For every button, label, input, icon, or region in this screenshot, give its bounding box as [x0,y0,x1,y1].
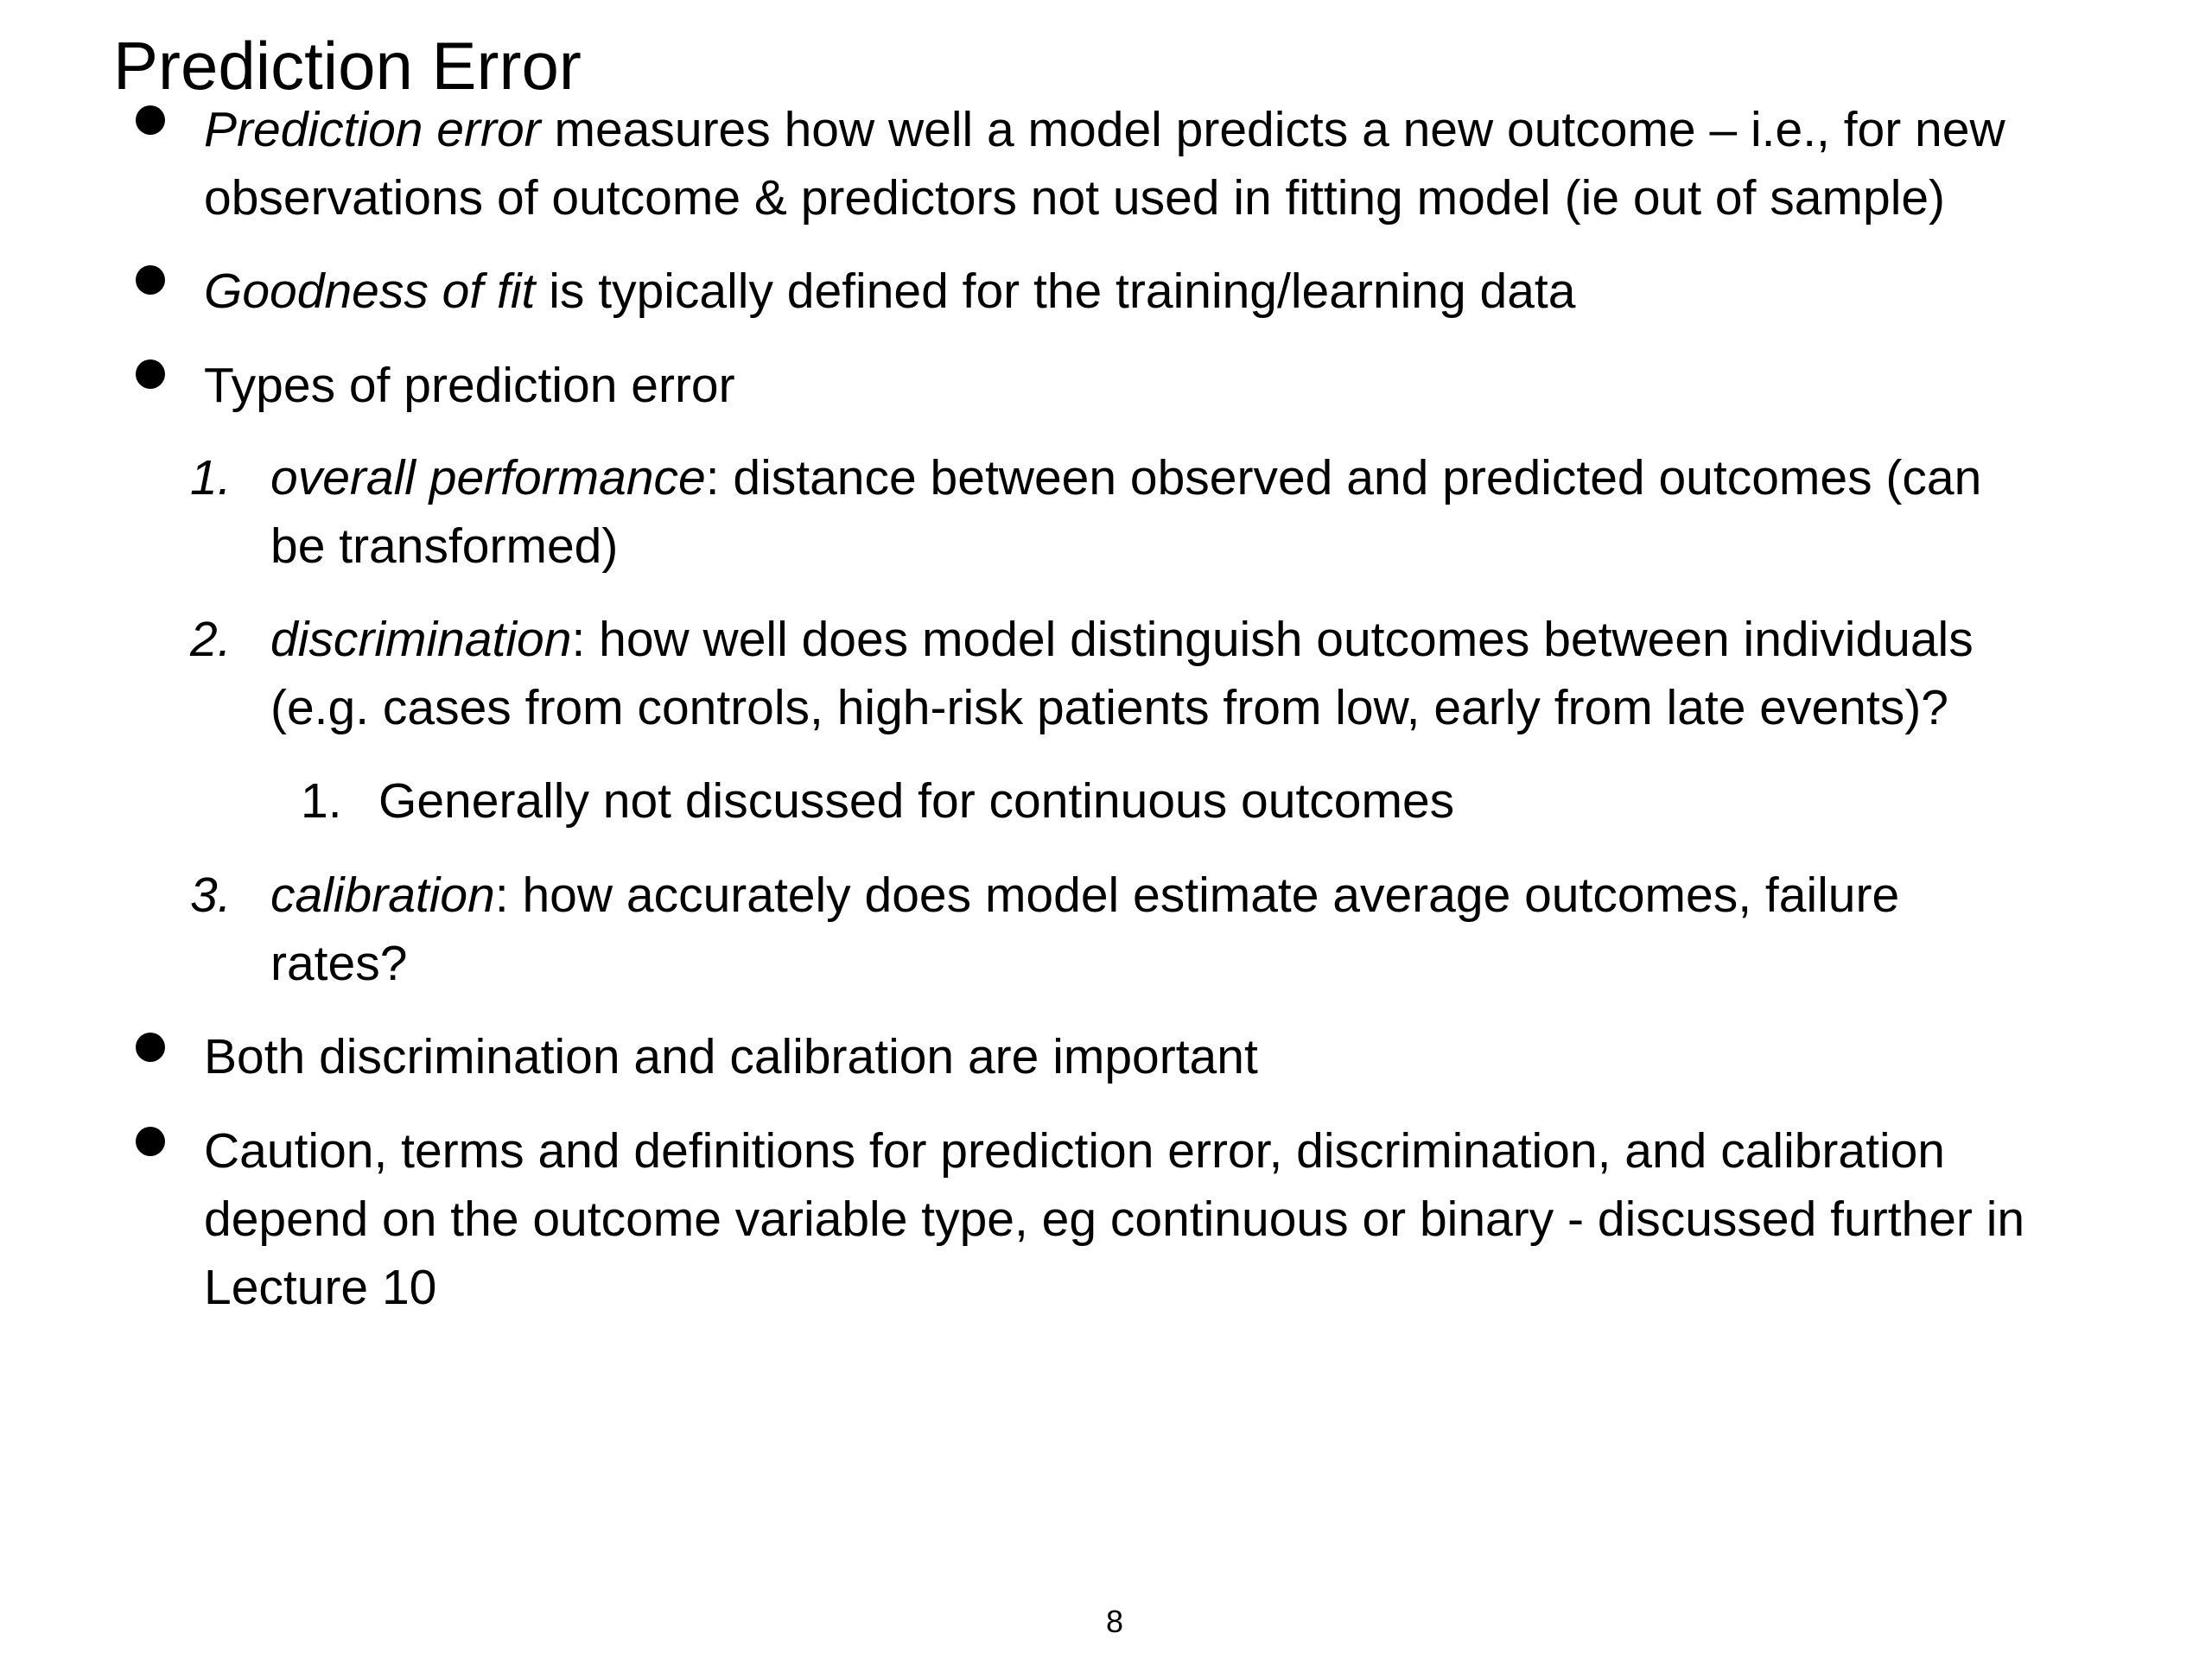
numbered-item-calibration [270,861,1899,930]
bullet-dot [136,1127,165,1156]
bullet-dot [136,265,165,295]
list-number: 2. [190,612,232,667]
numbered-text-continuation: rates? [270,936,408,991]
bullet-dot [136,359,165,389]
numbered-text-continuation: be transformed) [270,518,619,574]
bullet-text-continuation: depend on the outcome variable type, eg continuous or binary - discussed further in [204,1192,2025,1247]
subitem-continuous-outcomes: Generally not discussed for continuous outcomes [378,773,1455,829]
sublist-number: 1. [301,773,342,829]
bullet-dot [136,105,165,135]
bullet-dot [136,1033,165,1062]
list-number: 3. [190,868,232,923]
bullet-both-important: Both discrimination and calibration are important [204,1029,1258,1084]
term-overall-performance: overall performance [270,450,706,505]
bullet-caution: Caution, terms and definitions for prediction error, discrimination, and calibration [204,1123,1946,1179]
page-number: 8 [1105,1604,1124,1639]
numbered-item-overall-performance [270,444,1981,512]
numbered-text: : how accurately does model estimate average outcomes, failure [494,868,1900,923]
bullet-text: measures how well a model predicts a new outcome – i.e., for new [540,102,2005,157]
bullet-text-continuation: Lecture 10 [204,1260,437,1315]
term-prediction-error: Prediction error [204,102,541,157]
numbered-text-continuation: (e.g. cases from controls, high-risk patients from low, early from late events)? [270,680,1948,735]
bullet-prediction-error [204,96,2005,164]
bullet-text: is typically defined for the training/learning data [535,264,1576,319]
term-goodness-of-fit: Goodness of fit [204,264,536,319]
term-discrimination: discrimination [270,612,572,667]
list-number: 1. [190,450,232,505]
term-calibration: calibration [270,868,495,923]
bullet-text-continuation: observations of outcome & predictors not used in fitting model (ie out of sample) [204,170,1946,226]
numbered-text: : distance between observed and predicted outcomes (can [705,450,1982,505]
bullet-types-of-error: Types of prediction error [204,358,735,413]
bullet-goodness-of-fit [204,257,1575,326]
numbered-item-discrimination [270,606,1974,674]
numbered-text: : how well does model distinguish outcomes between individuals [571,612,1974,667]
slide-title: Prediction Error [113,28,582,104]
